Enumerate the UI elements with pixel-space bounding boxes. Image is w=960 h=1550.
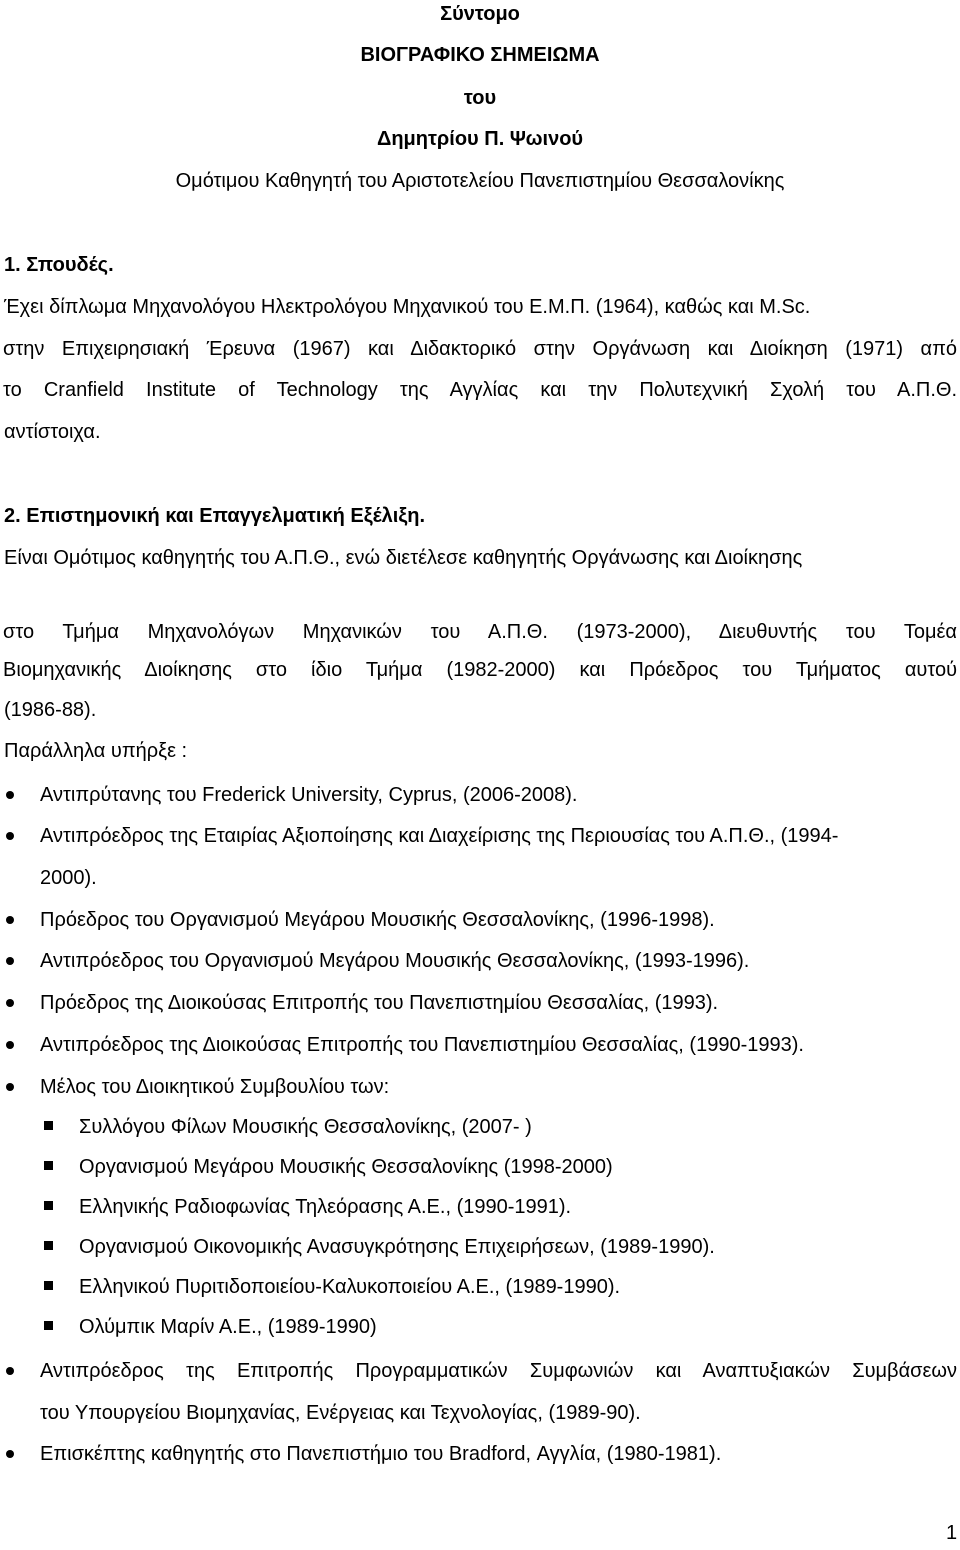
sub-list-item: Ολύμπικ Μαρίν Α.Ε., (1989-1990) [79,1316,377,1338]
author-name: Δημητρίου Π. Ψωινού [376,128,584,150]
bullet-disc-icon [6,791,14,799]
sub-list-item: Συλλόγου Φίλων Μουσικής Θεσσαλονίκης, (2007- ) [79,1116,532,1138]
section2-line: (1986-88). [4,699,97,721]
sub-list-item: Οργανισμού Οικονομικής Ανασυγκρότησης Επιχειρήσεων, (1989-1990). [79,1236,715,1258]
bullet-square-icon [44,1241,53,1250]
list-item-continuation: 2000). [40,867,97,889]
bullet-disc-icon [6,1450,14,1458]
section1-line: αντίστοιχα. [4,421,101,443]
list-item: Επισκέπτης καθηγητής στο Πανεπιστήμιο του Bradford, Αγγλία, (1980-1981). [40,1443,722,1465]
list-item: Αντιπρόεδρος της Διοικούσας Επιτροπής του Πανεπιστημίου Θεσσαλίας, (1990-1993). [40,1034,804,1056]
list-item: Αντιπρόεδρος της Εταιρίας Αξιοποίησης και Διαχείρισης της Περιουσίας του Α.Π.Θ., (1994- [40,825,839,847]
bullet-disc-icon [6,999,14,1007]
list-item: Αντιπρύτανης του Frederick University, Cyprus, (2006-2008). [40,784,578,806]
bullet-disc-icon [6,1083,14,1091]
page-number: 1 [946,1522,958,1544]
bullet-square-icon [44,1201,53,1210]
list-item: Μέλος του Διοικητικού Συμβουλίου των: [40,1076,390,1098]
doc-title: Σύντομο [440,3,520,25]
bullet-square-icon [44,1321,53,1330]
section2-line: Βιομηχανικής Διοίκησης στο ίδιο Τμήμα (1982-2000) και Πρόεδρος του Τμήματος αυτού [3,659,957,681]
section1-line: στην Επιχειρησιακή Έρευνα (1967) και Διδακτορικό στην Οργάνωση και Διοίκηση (1971) από [3,338,957,360]
section2-line: Είναι Ομότιμος καθηγητής του Α.Π.Θ., ενώ διετέλεσε καθηγητής Οργάνωσης και Διοίκησης [4,547,803,569]
bullet-square-icon [44,1281,53,1290]
sub-list-item: Οργανισμού Μεγάρου Μουσικής Θεσσαλονίκης (1998-2000) [79,1156,613,1178]
section1-heading: 1. Σπουδές. [4,254,114,276]
doc-of: του [463,87,497,109]
section2-intro: Παράλληλα υπήρξε : [4,740,188,762]
section2-line: στο Τμήμα Μηχανολόγων Μηχανικών του Α.Π.Θ. (1973-2000), Διευθυντής του Τομέα [3,621,957,643]
sub-list-item: Ελληνικής Ραδιοφωνίας Τηλεόρασης Α.Ε., (1990-1991). [79,1196,572,1218]
bullet-square-icon [44,1161,53,1170]
doc-subtitle: ΒΙΟΓΡΑΦΙΚΟ ΣΗΜΕΙΩΜΑ [360,44,600,66]
bullet-disc-icon [6,957,14,965]
bullet-disc-icon [6,1041,14,1049]
bullet-disc-icon [6,916,14,924]
list-item-continuation: του Υπουργείου Βιομηχανίας, Ενέργειας και Τεχνολογίας, (1989-90). [40,1402,641,1424]
bullet-disc-icon [6,832,14,840]
bullet-disc-icon [6,1367,14,1375]
list-item: Αντιπρόεδρος του Οργανισμού Μεγάρου Μουσικής Θεσσαλονίκης, (1993-1996). [40,950,750,972]
section2-heading: 2. Επιστημονική και Επαγγελματική Εξέλιξη. [4,505,426,527]
list-item: Πρόεδρος της Διοικούσας Επιτροπής του Πανεπιστημίου Θεσσαλίας, (1993). [40,992,719,1014]
bullet-square-icon [44,1121,53,1130]
sub-list-item: Ελληνικού Πυριτιδοποιείου-Καλυκοποιείου Α.Ε., (1989-1990). [79,1276,621,1298]
author-position: Ομότιμου Καθηγητή του Αριστοτελείου Πανεπιστημίου Θεσσαλονίκης [175,170,785,192]
list-item: Πρόεδρος του Οργανισμού Μεγάρου Μουσικής Θεσσαλονίκης, (1996-1998). [40,909,715,931]
list-item: Αντιπρόεδρος της Επιτροπής Προγραμματικών Συμφωνιών και Αναπτυξιακών Συμβάσεων [40,1360,957,1382]
section1-line: το Cranfield Institute of Technology της Αγγλίας και την Πολυτεχνική Σχολή του Α.Π.Θ. [3,379,957,401]
section1-line: Έχει δίπλωμα Μηχανολόγου Ηλεκτρολόγου Μηχανικού του Ε.Μ.Π. (1964), καθώς και M.Sc. [4,296,811,318]
